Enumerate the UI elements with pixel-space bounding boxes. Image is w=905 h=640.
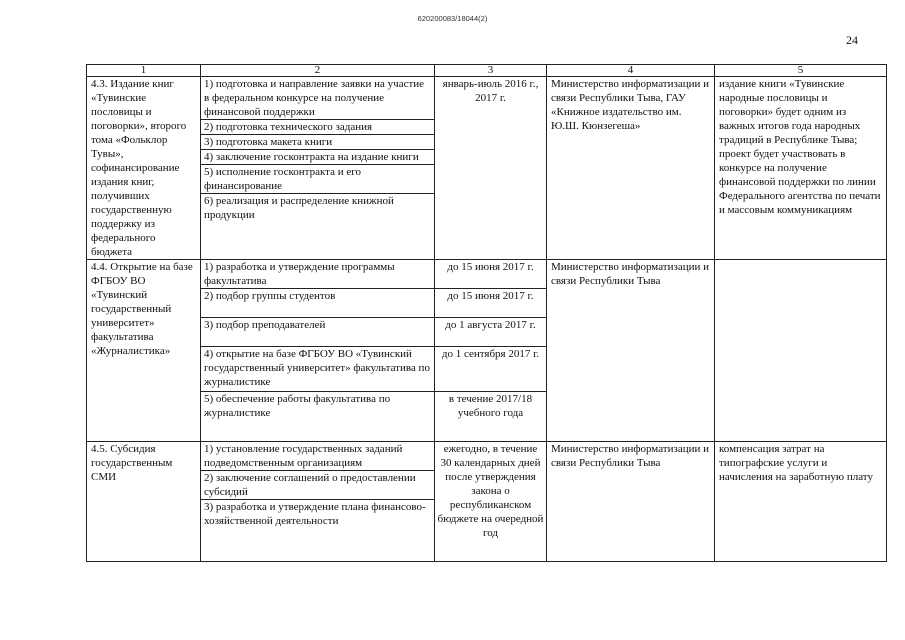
table-header-row bbox=[87, 65, 887, 77]
date-item: до 15 июня 2017 г. bbox=[435, 260, 546, 289]
step-item: 4) открытие на базе ФГБОУ ВО «Тувинский государственный университет» факультатива по журналистике bbox=[201, 347, 434, 392]
measures-table bbox=[86, 64, 887, 562]
table-row bbox=[87, 260, 887, 442]
step-item: 2) заключение соглашений о предоставлении субсидий bbox=[201, 471, 434, 500]
steps-cell bbox=[201, 260, 435, 442]
steps-cell bbox=[201, 442, 435, 562]
step-item: 2) подготовка технического задания bbox=[201, 120, 434, 135]
step-item: 4) заключение госконтракта на издание книги bbox=[201, 150, 434, 165]
table-row bbox=[87, 77, 887, 260]
date-item: до 1 августа 2017 г. bbox=[435, 318, 546, 347]
step-item: 3) разработка и утверждение плана финансово-хозяйственной деятельности bbox=[204, 501, 426, 527]
step-item: 5) обеспечение работы факультатива по журналистике bbox=[204, 393, 391, 419]
column-header: 1 bbox=[87, 65, 201, 77]
executors-cell: Министерство информатизации и связи Республики Тыва, ГАУ «Книжное издательство им. Ю.Ш. Кюнзегеша» bbox=[547, 77, 715, 260]
table-row bbox=[87, 442, 887, 562]
dates-cell bbox=[435, 260, 547, 442]
step-item: 1) подготовка и направление заявки на участие в федеральном конкурсе на получение финансовой поддержки bbox=[201, 77, 434, 120]
date-item: в течение 2017/18 учебного года bbox=[448, 393, 533, 419]
step-item: 5) исполнение госконтракта и его финансирование bbox=[201, 165, 434, 194]
step-item: 1) разработка и утверждение программы факультатива bbox=[201, 260, 434, 289]
page-number: 24 bbox=[846, 33, 858, 47]
executors-cell: Министерство информатизации и связи Республики Тыва bbox=[547, 442, 715, 562]
step-item: 2) подбор группы студентов bbox=[201, 289, 434, 318]
column-header: 5 bbox=[715, 65, 887, 77]
date-cell: ежегодно, в течение 30 календарных дней после утверждения закона о республиканском бюджете на очередной год bbox=[435, 442, 547, 562]
step-item: 3) подготовка макета книги bbox=[201, 135, 434, 150]
step-item: 6) реализация и распределение книжной продукции bbox=[204, 195, 394, 221]
date-item: до 1 сентября 2017 г. bbox=[435, 347, 546, 392]
measure-cell: 4.5. Субсидия государственным СМИ bbox=[87, 442, 201, 562]
result-cell bbox=[715, 260, 887, 442]
document-id: 620200083/18044(2) bbox=[417, 14, 488, 23]
measure-cell: 4.4. Открытие на базе ФГБОУ ВО «Тувинский государственный университет» факультатива «Журналистика» bbox=[87, 260, 201, 442]
column-header: 2 bbox=[201, 65, 435, 77]
executors-cell: Министерство информатизации и связи Республики Тыва bbox=[547, 260, 715, 442]
date-item: до 15 июня 2017 г. bbox=[435, 289, 546, 318]
step-item: 1) установление государственных заданий подведомственным организациям bbox=[201, 442, 434, 471]
result-cell: компенсация затрат на типографские услуги и начисления на заработную плату bbox=[715, 442, 887, 562]
date-cell: январь-июль 2016 г., 2017 г. bbox=[435, 77, 547, 260]
step-item: 3) подбор преподавателей bbox=[201, 318, 434, 347]
steps-cell bbox=[201, 77, 435, 260]
column-header: 3 bbox=[435, 65, 547, 77]
measure-cell: 4.3. Издание книг «Тувинские пословицы и поговорки», второго тома «Фольклор Тувы», софинансирование издания книг, получивших государственную поддержку из федерального бюджета bbox=[87, 77, 201, 260]
column-header: 4 bbox=[547, 65, 715, 77]
result-cell: издание книги «Тувинские народные пословицы и поговорки» будет одним из важных итогов года народных традиций в Республике Тыва; проект будет участвовать в конкурсе на получение финансовой поддержки по линии Федерального агентства по печати и массовым коммуникациям bbox=[715, 77, 887, 260]
